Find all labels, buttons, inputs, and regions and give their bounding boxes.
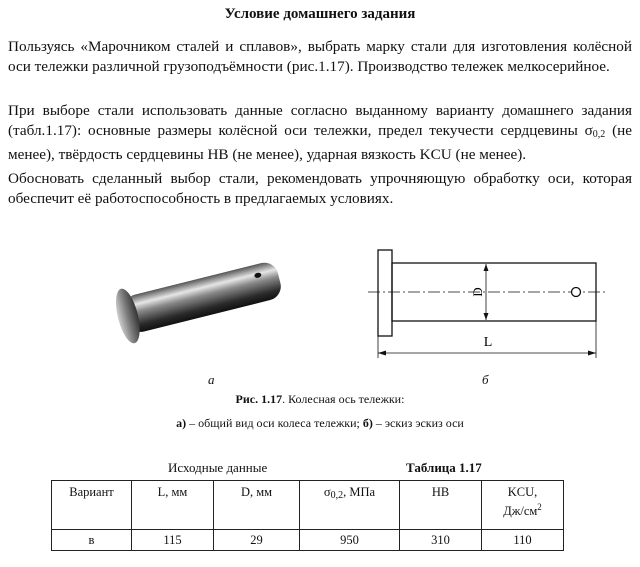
caption-a-marker: а): [176, 416, 187, 430]
figure-number: Рис. 1.17: [235, 392, 283, 406]
header-hb: HB: [400, 481, 482, 530]
header-sigma-symbol: σ: [323, 485, 331, 499]
figure-caption-details: [0, 416, 640, 431]
cell-L: 115: [132, 530, 214, 551]
table-header-row: [52, 481, 564, 530]
figure-letter-a: а: [208, 372, 215, 387]
caption-b-text: – эскиз эскиз оси: [372, 416, 464, 430]
axle-sketch: [362, 240, 612, 360]
cell-sigma: 950: [300, 530, 400, 551]
header-sigma: [300, 481, 400, 530]
axle-shaft: [121, 260, 283, 335]
sigma-subscript: 0,2: [592, 129, 606, 140]
figure-caption: [0, 392, 640, 407]
table-label: Исходные данные: [168, 460, 268, 475]
header-sigma-sub: 0,2: [330, 490, 344, 501]
cell-hb: 310: [400, 530, 482, 551]
table-number: Таблица 1.17: [406, 460, 482, 475]
dim-D-arrow-bottom: [484, 313, 489, 320]
sketch-head: [378, 250, 392, 336]
paragraph-data-text: При выборе стали использовать данные согласно выданному варианту домашнего задания (табл.1.17): основные размеры колёсной оси тележки, предел текучести сердцевины σ: [8, 102, 632, 139]
paragraph-data: [8, 101, 632, 165]
header-sigma-unit: , МПа: [343, 485, 376, 499]
header-kcu-unit: Дж/см: [503, 504, 538, 518]
header-kcu-sup: 2: [537, 502, 542, 512]
cell-kcu: 110: [482, 530, 564, 551]
axle-photo: [96, 240, 296, 360]
sketch-hole: [572, 288, 581, 297]
data-table: [51, 480, 564, 551]
caption-a-text: – общий вид оси колеса тележки;: [186, 416, 363, 430]
header-variant: Вариант: [52, 481, 132, 530]
paragraph-data-text-end: (не менее), твёрдость сердцевины HB (не менее), ударная вязкость KCU (не менее).: [8, 122, 632, 163]
header-kcu-line1: KCU,: [507, 485, 538, 499]
figure-letter-b: б: [482, 372, 489, 387]
page-title: Условие домашнего задания: [224, 6, 416, 22]
header-D: D, мм: [214, 481, 300, 530]
caption-b-marker: б): [362, 416, 373, 430]
figure-caption-text: . Колесная ось тележки:: [282, 392, 405, 406]
dim-D-label: D: [470, 287, 485, 297]
header-kcu: [482, 481, 564, 530]
paragraph-justify: Обосновать сделанный выбор стали, рекомендовать упрочняющую обработку оси, которая обеспечит её работоспособность в предлагаемых условиях.: [8, 170, 632, 207]
cell-D: 29: [214, 530, 300, 551]
dim-L-arrow-left: [378, 351, 386, 356]
table-row: [52, 530, 564, 551]
dim-D-arrow-top: [484, 264, 489, 271]
cell-variant: в: [52, 530, 132, 551]
dim-L-arrow-right: [588, 351, 596, 356]
header-L: L, мм: [132, 481, 214, 530]
dim-L-label: L: [483, 335, 493, 350]
paragraph-task: Пользуясь «Марочником сталей и сплавов», выбрать марку стали для изготовления колёсной оси тележки различной грузоподъёмности (рис.1.17). Производство тележек мелкосерийное.: [8, 38, 632, 75]
